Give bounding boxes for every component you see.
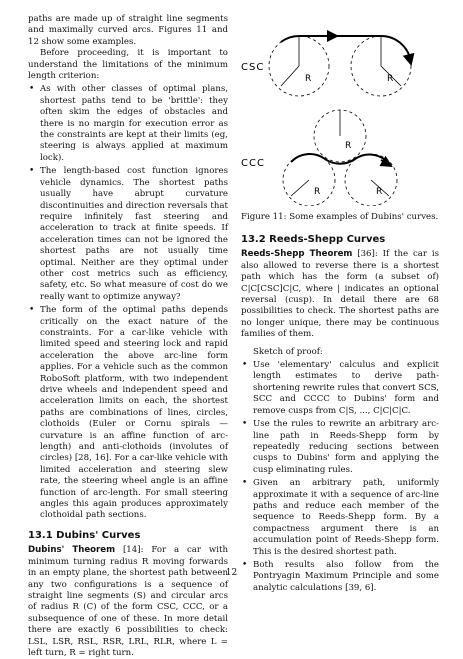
ccc-diagram [283,110,397,206]
section-heading-dubins: 13.1 Dubins' Curves [28,529,141,541]
dubins-theorem [28,545,228,659]
list-item: • The form of the optimal paths depends critically on the exact nature of the constraints. For a car-like vehicle with limited speed and steering lock and rapid acceleration the above arc-line form applies. For a vehicle such as the common RoboSoft platform, with two independent drive wheels and independent speed and acceleration limits on each, the shortest paths are combinations of lines, circles, clothoids (Euler or Cornu spirals — curvature is an affine function of arc-length) and anti-clothoids (involutes of circles) [28, 16]. For a car-like vehicle with limited acceleration and steering slew rate, the steering wheel angle is an affine function of arc-length. For small steering angles this again produces approximately clothoidal path sections. [38,305,228,522]
dubins-figure [241,6,439,224]
list-item: • Use the rules to rewrite an arbitrary arc-line path in Reeds-Shepp form by repeatedly reducing sections between cusps to Dubins' form and applying the cusp eliminating rules. [251,419,439,476]
radius-label: R [305,74,312,84]
radius-label: R [345,141,352,151]
ccc-path [291,154,391,166]
intro-paragraph: paths are made up of straight line segments and maximally curved arcs. Figures 11 and 12 show some examples. [28,14,228,47]
list-item: • The length-based cost function ignores vehicle dynamics. The shortest paths usually have abrupt curvature discontinuities and direction reversals that require infinitely fast steering and acceleration to track at finite speeds. If acceleration times can not be ignored the shortest paths are not usually time optimal. Neither are they optimal under other cost metrics such as efficiency, safety, etc. So what measure of cost do we really want to optimize anyway? [38,166,228,303]
radius-label: R [376,187,383,197]
csc-label: CSC [241,62,265,73]
radius-line [281,66,299,86]
csc-diagram [269,36,411,96]
reeds-shepp-theorem-text: [36]: If the car is also allowed to reverse there is a shortest path which has the form (a subset of) C|C[CSC]C|C, where | indicates an optional reversal (cusp). In detail there are 68 possibilities to check. The shortest paths are no longer unique, there may be continuous families of them. [241,249,439,340]
reeds-shepp-theorem-label: Reeds-Shepp Theorem [241,249,353,260]
csc-path [281,36,411,64]
radius-line [291,180,309,196]
right-column [241,234,439,596]
figure-caption: Figure 11: Some examples of Dubins' curves. [241,212,439,222]
list-item: • Both results also follow from the Pontryagin Maximum Principle and some analytic calculations [39, 6]. [251,560,439,594]
list-item: • Given an arbitrary path, uniformly approximate it with a sequence of arc-line paths and reduce each member of the sequence to Reeds-Shepp form. By a compactness argument there is an accumulation point of Reeds-Shepp form. This is the desired shortest path. [251,478,439,558]
list-item: • As with other classes of optimal plans, shortest paths tend to be 'brittle': they often skim the edges of obstacles and there is no margin for execution error as the constraints are kept at their limits (eg, steering is always applied at maximum lock). [38,84,228,164]
limitations-list [28,84,228,521]
section-heading-reeds-shepp: 13.2 Reeds-Shepp Curves [241,234,386,245]
ccc-label: CCC [241,158,265,169]
left-column [28,14,228,659]
dubins-curves-diagram [241,6,439,206]
limitations-intro: Before proceeding, it is important to understand the limitations of the minimum length criterion: [28,48,228,82]
dubins-theorem-text: [14]: For a car with minimum turning radius R moving forwards in an empty plane, the shortest path between any two configurations is a sequence of straight line segments (S) and circular arcs of radius R (C) of the form CSC, CCC, or a subsequence of one of these. In more detail there are exactly 6 possibilities to check: LSL, LSR, RSL, RSR, LRL, RLR, where L = left turn, R = right turn. [28,545,228,658]
radius-label: R [387,74,394,84]
reeds-shepp-theorem [241,249,439,340]
radius-label: R [314,187,321,197]
proof-sketch-label: Sketch of proof: [253,346,323,357]
proof-steps-list [241,360,439,594]
list-item: • Use 'elementary' calculus and explicit length estimates to derive path-shortening rewrite rules that convert SCS, SCC and CCCC to Dubins' form and remove cusps from C|S, ..., C|C|C|C. [251,360,439,417]
page-number: 12 [225,568,238,578]
dubins-theorem-label: Dubins' Theorem [28,545,116,556]
